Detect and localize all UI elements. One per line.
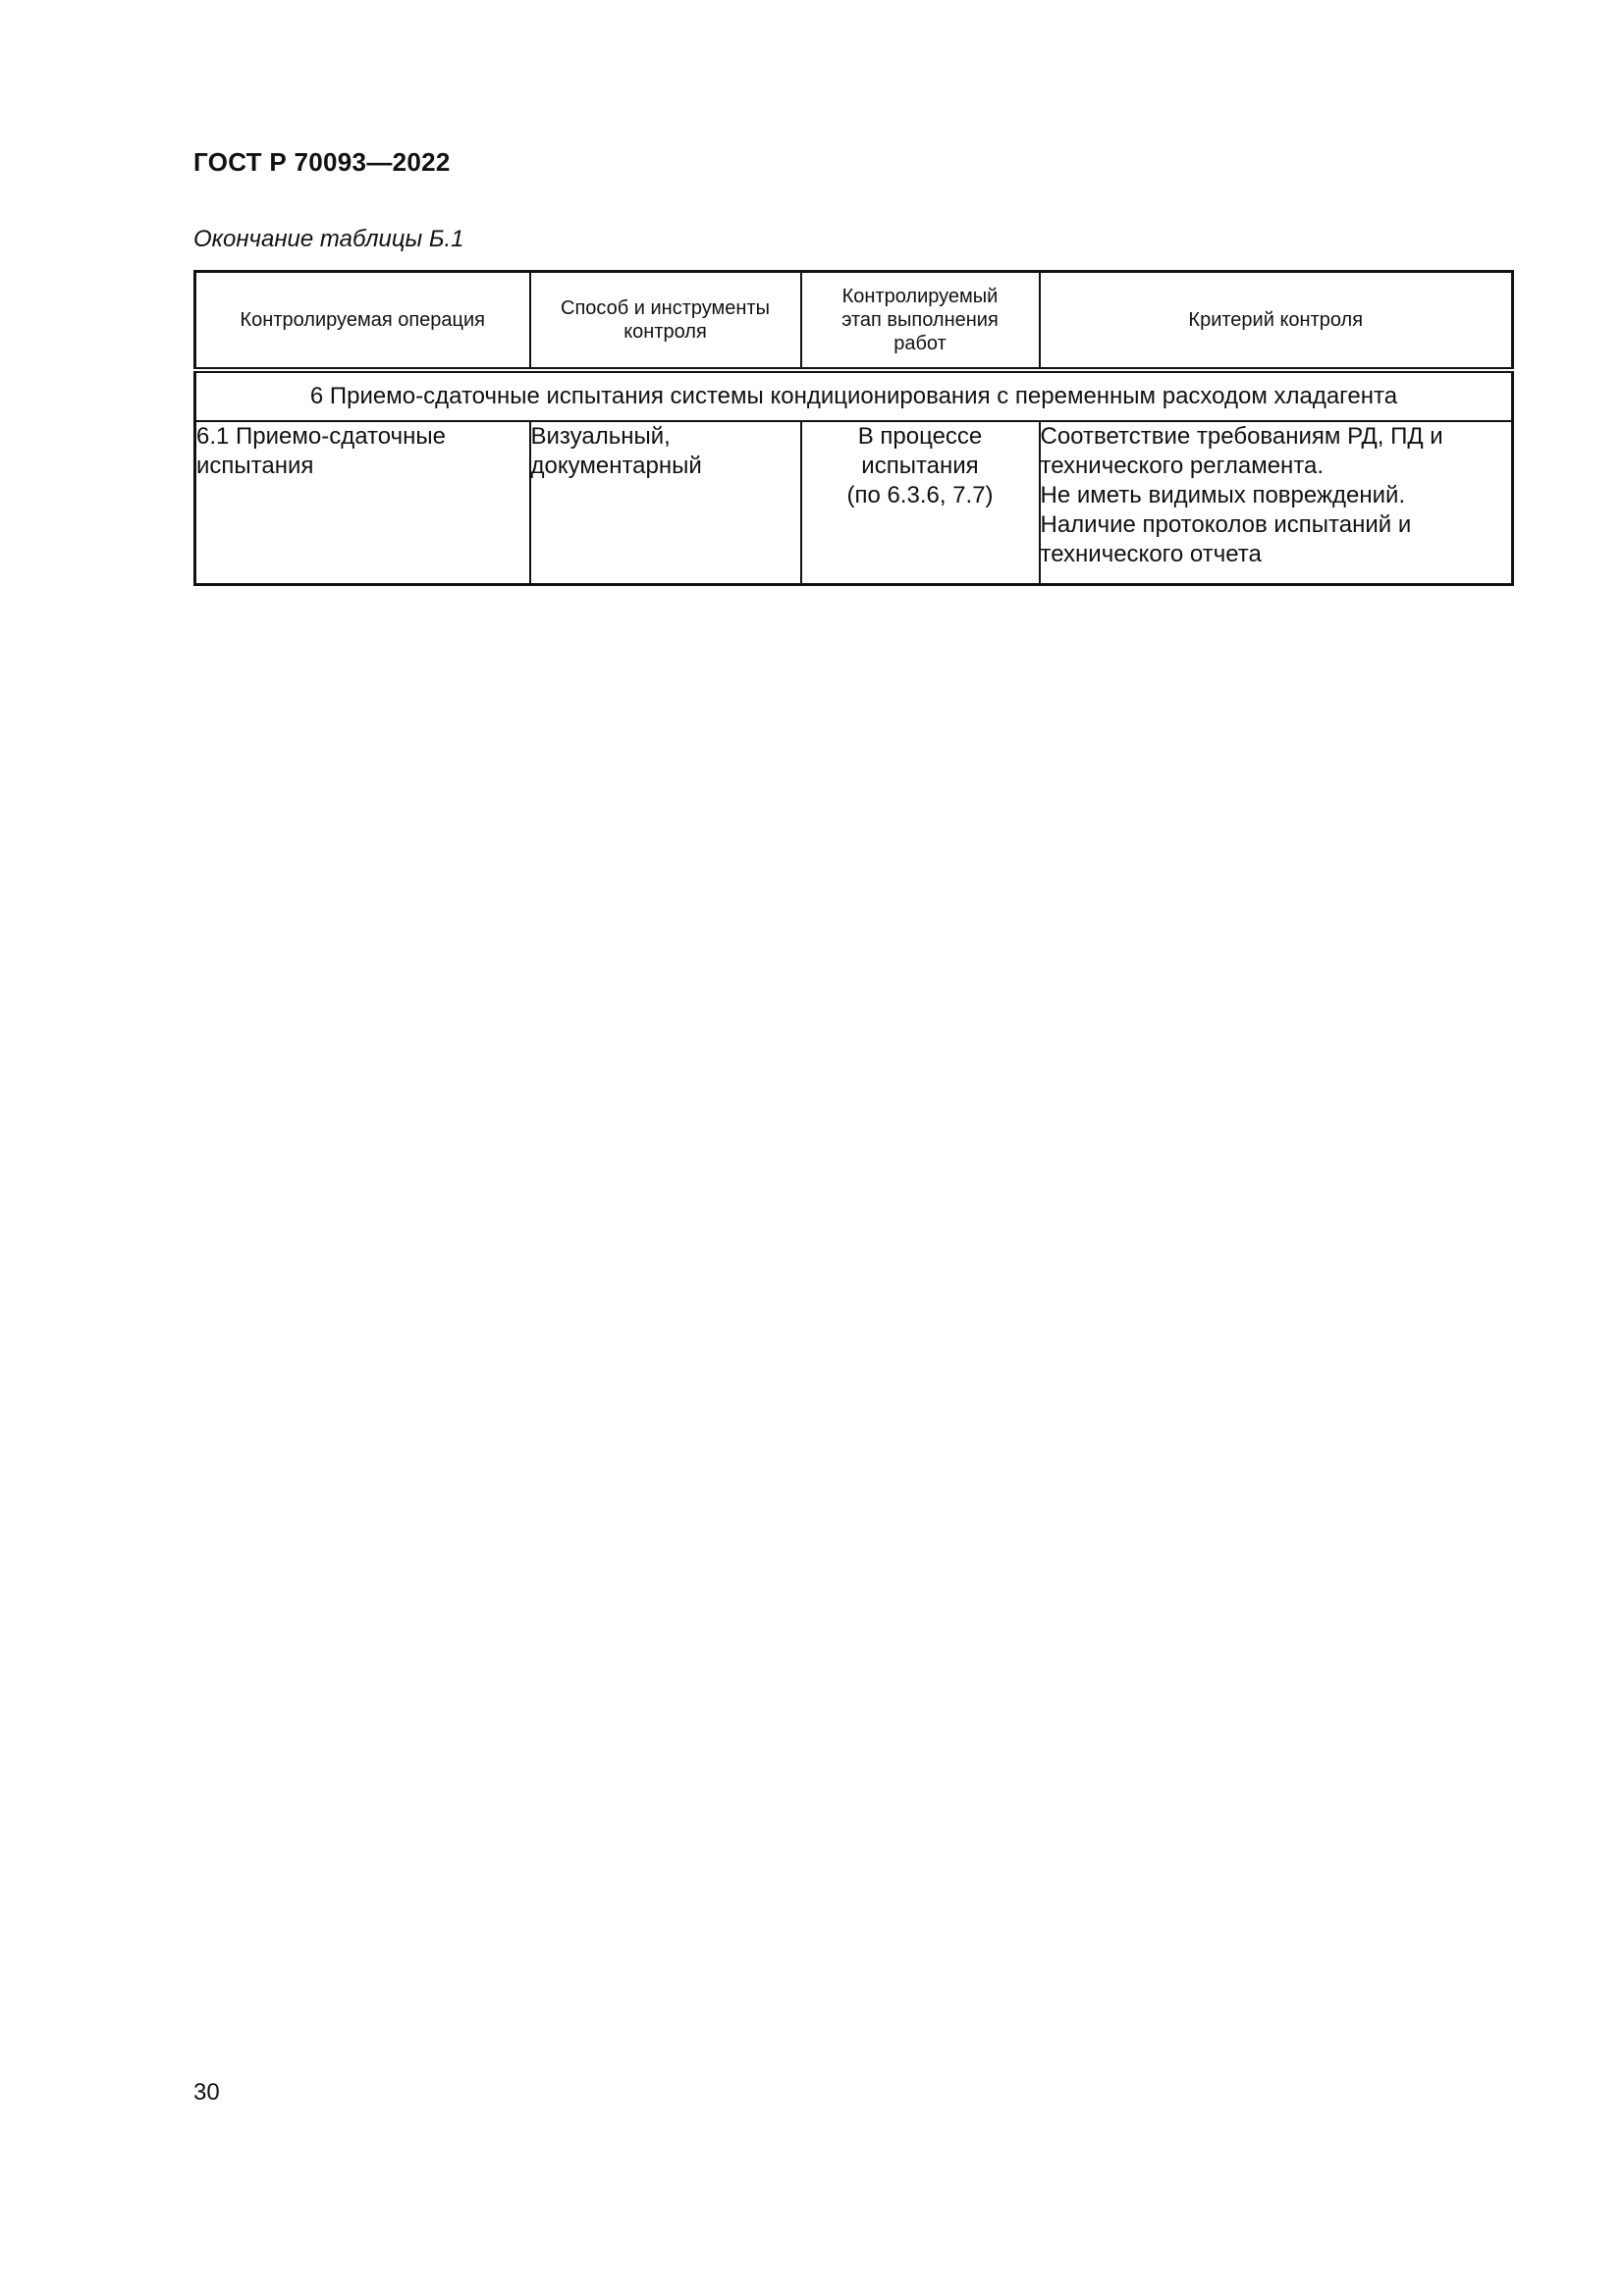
header-line: Контролируемый <box>841 286 999 307</box>
cell-stage <box>801 421 1040 585</box>
column-header-method <box>530 272 801 371</box>
header-line: работ <box>893 333 947 354</box>
column-header-stage <box>801 272 1040 371</box>
cell-line: Визуальный, <box>530 423 671 450</box>
cell-criterion <box>1040 421 1513 585</box>
control-table <box>193 270 1514 586</box>
header-line: контроля <box>623 321 707 343</box>
cell-line: испытания <box>196 453 314 479</box>
cell-operation <box>195 421 530 585</box>
cell-line: 6.1 Приемо-сдаточные <box>196 423 446 450</box>
cell-line: Наличие протоколов испытаний и <box>1040 511 1412 538</box>
column-header-operation <box>195 272 530 371</box>
cell-line: (по 6.3.6, 7.7) <box>846 482 994 508</box>
section-title: 6 Приемо-сдаточные испытания системы кондиционирования с переменным расходом хладагента <box>195 370 1513 421</box>
section-row <box>195 370 1513 421</box>
cell-line: Соответствие требованиям РД, ПД и <box>1040 423 1443 450</box>
cell-line: испытания <box>861 453 979 479</box>
page-number: 30 <box>193 2079 220 2106</box>
document-code: ГОСТ Р 70093—2022 <box>193 147 451 177</box>
column-header-criterion <box>1040 272 1513 371</box>
table-header-row <box>195 272 1513 371</box>
cell-line: В процессе <box>857 423 983 450</box>
header-line: Контролируемая операция <box>240 309 485 331</box>
header-line: Способ и инструменты <box>561 297 770 319</box>
header-line: этап выполнения <box>841 309 999 331</box>
cell-line: технического отчета <box>1040 541 1262 567</box>
table-row <box>195 421 1513 585</box>
table-caption: Окончание таблицы Б.1 <box>193 226 464 252</box>
cell-line: технического регламента. <box>1040 453 1325 479</box>
cell-line: Не иметь видимых повреждений. <box>1040 482 1406 508</box>
cell-line: документарный <box>530 453 702 479</box>
cell-method <box>530 421 801 585</box>
header-line: Критерий контроля <box>1188 309 1364 331</box>
